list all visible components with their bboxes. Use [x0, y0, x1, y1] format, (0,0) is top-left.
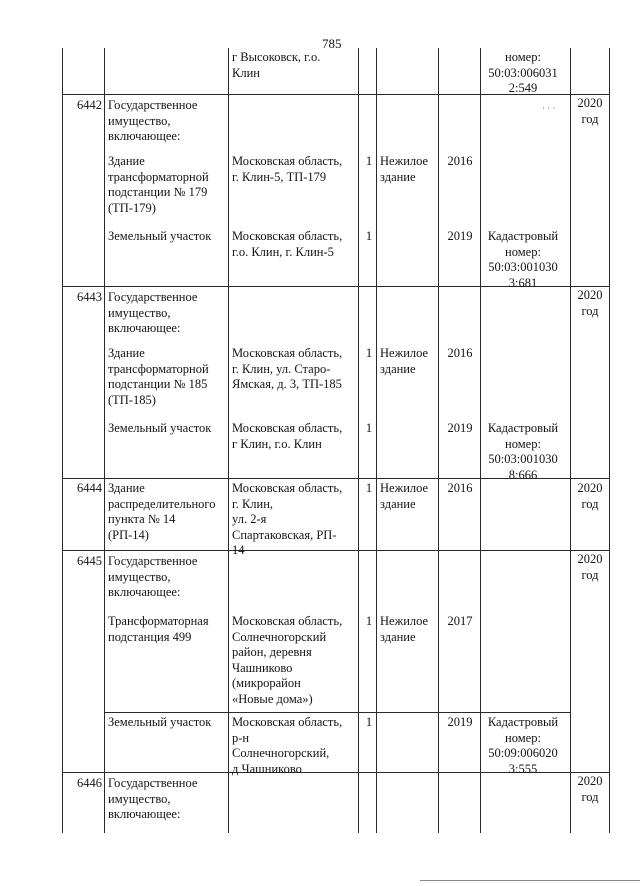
fragment-address: г Высоковск, г.о. Клин — [232, 50, 321, 80]
item-cadastral: Кадастровый номер: 50:09:006020 3:555 — [487, 715, 559, 776]
item-name: Трансформаторная подстанция 499 — [108, 614, 209, 644]
period: 2020 год — [577, 288, 603, 318]
item-address: Московская область, г. Клин, ул. Старо- Ямская, д. 3, ТП-185 — [232, 346, 343, 391]
item-address: Московская область, г. Клин-5, ТП-179 — [232, 154, 343, 184]
item-name: Земельный участок — [108, 229, 212, 243]
column-line — [104, 48, 105, 833]
item-year: 2016 — [447, 346, 473, 360]
period: 2020 год — [577, 96, 603, 126]
row-number: 6443 — [77, 290, 102, 304]
fragment-cadastral: номер: 50:03:006031 2:549 — [488, 50, 558, 95]
item-address: Московская область, Солнечногорский район, деревня Чашниково (микрорайон «Новые дома») — [232, 614, 343, 706]
item-quantity: 1 — [365, 715, 373, 729]
row-number: 6445 — [77, 554, 102, 568]
item-year: 2019 — [447, 421, 473, 435]
period: 2020 год — [577, 481, 603, 511]
item-address: Московская область, г. Клин, ул. 2-я Спартаковская, РП- 14 — [232, 481, 343, 557]
group-label: Государственное имущество, включающее: — [108, 776, 198, 821]
period: 2020 год — [577, 552, 603, 582]
item-purpose: Нежилое здание — [380, 614, 429, 644]
item-year: 2016 — [447, 481, 473, 495]
period: 2020 год — [577, 774, 603, 804]
item-address: Московская область, г Клин, г.о. Клин — [232, 421, 343, 451]
column-line — [228, 48, 229, 833]
item-purpose: Нежилое здание — [380, 481, 429, 511]
item-quantity: 1 — [365, 421, 373, 435]
page-number: 785 — [322, 36, 342, 51]
item-year: 2019 — [447, 229, 473, 243]
item-quantity: 1 — [365, 154, 373, 168]
group-label: Государственное имущество, включающее: — [108, 554, 198, 599]
row-number: 6446 — [77, 776, 102, 790]
property-register-table — [62, 48, 610, 833]
group-label: Государственное имущество, включающее: — [108, 98, 198, 143]
item-cadastral: Кадастровый номер: 50:03:001030 3:681 — [487, 229, 559, 290]
sub-row-divider — [104, 712, 570, 713]
item-year: 2019 — [447, 715, 473, 729]
scan-speck: · · · — [542, 103, 556, 113]
item-quantity: 1 — [365, 229, 373, 243]
item-quantity: 1 — [365, 346, 373, 360]
row-number: 6444 — [77, 481, 102, 495]
item-purpose: Нежилое здание — [380, 154, 429, 184]
item-year: 2016 — [447, 154, 473, 168]
column-line — [480, 48, 481, 833]
item-quantity: 1 — [365, 481, 373, 495]
group-label: Государственное имущество, включающее: — [108, 290, 198, 335]
item-cadastral: Кадастровый номер: 50:03:001030 8:666 — [487, 421, 559, 482]
item-name: Здание распределительного пункта № 14 (РП-14) — [108, 481, 216, 542]
row-number: 6442 — [77, 98, 102, 112]
item-address: Московская область, р-н Солнечногорский, д Чашниково — [232, 715, 343, 776]
column-line — [570, 48, 571, 833]
item-address: Московская область, г.о. Клин, г. Клин-5 — [232, 229, 343, 259]
column-line — [376, 48, 377, 833]
item-quantity: 1 — [365, 614, 373, 628]
column-line — [62, 48, 63, 833]
item-name: Земельный участок — [108, 715, 212, 729]
item-year: 2017 — [447, 614, 473, 628]
item-purpose: Нежилое здание — [380, 346, 429, 376]
column-line — [609, 48, 610, 833]
scan-edge-mark — [420, 880, 640, 881]
item-name: Здание трансформаторной подстанции № 179 (ТП-179) — [108, 154, 209, 215]
item-name: Земельный участок — [108, 421, 212, 435]
column-line — [358, 48, 359, 833]
item-name: Здание трансформаторной подстанции № 185 (ТП-185) — [108, 346, 209, 407]
